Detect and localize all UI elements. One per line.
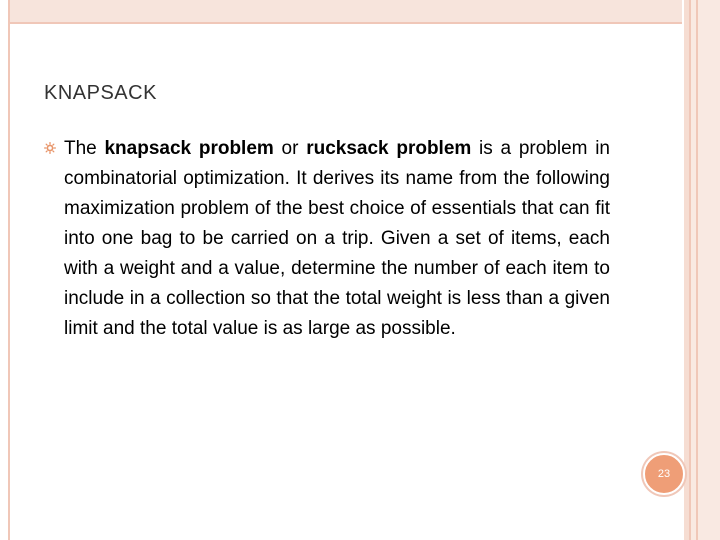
left-border-line bbox=[8, 0, 10, 540]
bullet-text-bold: rucksack problem bbox=[306, 138, 472, 159]
bullet-text-segment: The bbox=[64, 138, 105, 159]
sun-bullet-icon bbox=[44, 142, 56, 154]
top-decorative-band bbox=[10, 0, 682, 24]
bullet-text bbox=[64, 134, 610, 344]
bullet-text-segment: or bbox=[273, 138, 307, 159]
slide-title: KNAPSACK bbox=[44, 82, 157, 104]
right-decorative-band-outer bbox=[690, 0, 720, 540]
page-number: 23 bbox=[657, 468, 671, 480]
bullet-text-bold: knapsack problem bbox=[104, 138, 274, 159]
right-border-line bbox=[696, 0, 698, 540]
right-border-line bbox=[689, 0, 691, 540]
page-number-badge bbox=[643, 453, 685, 495]
bullet-item bbox=[44, 134, 610, 344]
bullet-text-segment: is a problem in combinatorial optimization. It derives its name from the following maximization problem of the best choice of essentials that can fit into one bag to be carried on a trip. Given a set of items, each with a weight and a value, determine the number of each item to include in a collection so that the total weight is less than a given limit and the total value is as large as possible. bbox=[64, 138, 610, 339]
